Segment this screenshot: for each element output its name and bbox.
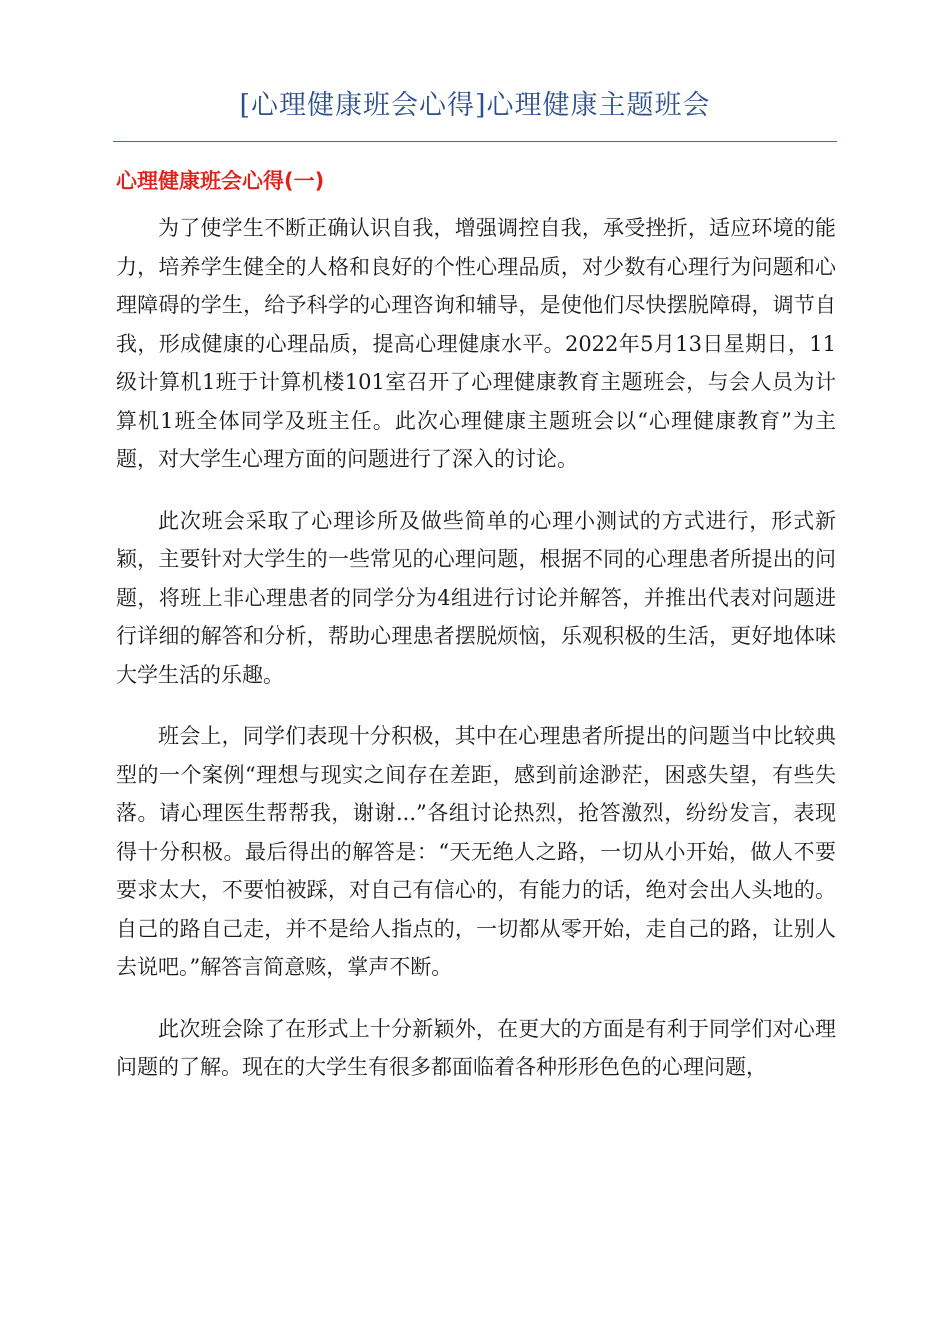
paragraph: 班会上，同学们表现十分积极，其中在心理患者所提出的问题当中比较典型的一个案例“理想与现实之间存在差距，感到前途渺茫，困惑失望，有些失落。请心理医生帮帮我，谢谢...”各组讨论热烈，抢答激烈，纷纷发言，表现得十分积极。最后得出的解答是：“天无绝人之路，一切从小开始，做人不要要求太大，不要怕被踩，对自己有信心的，有能力的话，绝对会出人头地的。自己的路自己走，并不是给人指点的，一切都从零开始，走自己的路，让别人去说吧。”解答言简意赅，掌声不断。 (116, 724, 836, 979)
paragraph: 此次班会采取了心理诊所及做些简单的心理小测试的方式进行，形式新颖，主要针对大学生的一些常见的心理问题，根据不同的心理患者所提出的问题，将班上非心理患者的同学分为4组进行讨论并解答，并推出代表对问题进行详细的解答和分析，帮助心理患者摆脱烦恼，乐观积极的生活，更好地体味大学生活的乐趣。 (116, 508, 836, 687)
paragraph: 此次班会除了在形式上十分新颖外，在更大的方面是有利于同学们对心理问题的了解。现在的大学生有很多都面临着各种形形色色的心理问题， (116, 1016, 836, 1079)
section-heading: 心理健康班会心得(一) (116, 169, 325, 193)
body-text (116, 209, 836, 1110)
title-divider (113, 141, 837, 142)
paragraph: 为了使学生不断正确认识自我，增强调控自我，承受挫折，适应环境的能力，培养学生健全的人格和良好的个性心理品质，对少数有心理行为问题和心理障碍的学生，给予科学的心理咨询和辅导，是使他们尽快摆脱障碍，调节自我，形成健康的心理品质，提高心理健康水平。2022年5月13日星期日，11级计算机1班于计算机楼101室召开了心理健康教育主题班会，与会人员为计算机1班全体同学及班主任。此次心理健康主题班会以“心理健康教育”为主题，对大学生心理方面的问题进行了深入的讨论。 (116, 216, 836, 471)
document-title: [心理健康班会心得]心理健康主题班会 (239, 90, 711, 121)
